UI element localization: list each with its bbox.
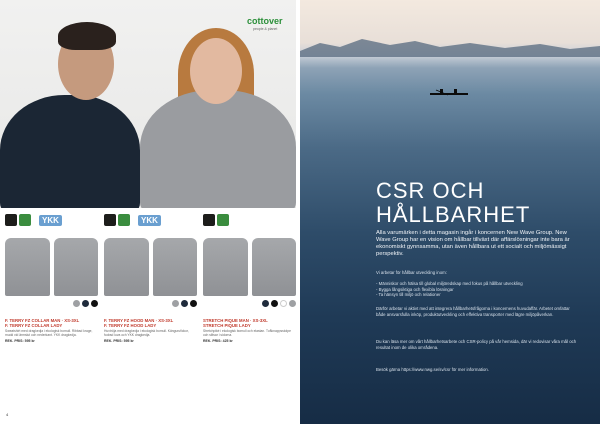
fairtrade-icon (5, 214, 17, 226)
organic-icon (118, 214, 130, 226)
color-swatch (280, 300, 287, 307)
bullet-item: - Bygga långsiktiga och flexibla lösningar (376, 286, 454, 292)
page-number: 4 (6, 412, 9, 417)
color-swatch (289, 300, 296, 307)
ykk-badge: YKK (39, 215, 62, 226)
product-description: Stretchpiké i ekologisk bomull och elastan. Tvåknappsstolpe och slitsar i sidorna. (203, 329, 291, 338)
color-swatches (203, 300, 296, 308)
fairtrade-icon (104, 214, 116, 226)
garment-image (5, 238, 50, 296)
intro-paragraph: Alla varumärken i detta magasin ingår i koncernen New Wave Group. New Wave Group har en vision om hållbar tillväxt där affärslösningar inte bara är ekonomiskt gynnsamma, utan även hållbara ut ett socialt och miljömässigt perspektiv. (376, 230, 570, 258)
color-swatch (91, 300, 98, 307)
color-swatch (181, 300, 188, 307)
color-swatch (271, 300, 278, 307)
bullet-list (376, 281, 580, 298)
garment-images (203, 238, 296, 296)
product-title: STRETCH PIQUE MAN · XS-3XL STRETCH PIQUE LADY (203, 318, 268, 328)
garment-image (104, 238, 149, 296)
product-price: REK. PRIS: 595 kr (5, 339, 35, 344)
garment-images (5, 238, 98, 296)
product-column (104, 212, 197, 407)
mountains-silhouette (300, 35, 600, 57)
product-title: F. TERRY FZ COLLAR MAN · XS-3XL F. TERRY FZ COLLAR LADY (5, 318, 80, 328)
garment-image (203, 238, 248, 296)
body-paragraph: Du kan läsa mer om vårt hållbarhetsarbete och CSR-policy på vår hemsida, där vi redovisar våra mål och resultat inom de olika områdena. (376, 339, 577, 350)
right-page (300, 0, 600, 424)
page-title: CSR OCH HÅLLBARHET (376, 178, 531, 227)
cert-row (203, 212, 296, 228)
kayak-icon (428, 88, 470, 96)
color-swatch (172, 300, 179, 307)
model-woman-face (190, 38, 242, 104)
model-man-hair (58, 22, 116, 50)
model-woman (140, 90, 296, 208)
brand-tagline: people & planet (253, 27, 278, 31)
bullet-item: - Ta hänsyn till miljö och relationer (376, 292, 441, 297)
organic-icon (19, 214, 31, 226)
ykk-badge: YKK (138, 215, 161, 226)
product-column (5, 212, 98, 407)
color-swatches (104, 300, 197, 308)
product-price: REK. PRIS: 595 kr (104, 339, 134, 344)
product-description: Sweatshirt med dragkedja i ekologisk bomull. Ribbad krage, mudd vid ärmslut och nederkant. YKK dragkedja. (5, 329, 93, 338)
model-man (0, 95, 140, 208)
cert-row (104, 212, 197, 228)
garment-image (54, 238, 99, 296)
brand-logo: cottover (247, 16, 283, 26)
models-photo (0, 0, 296, 208)
color-swatch (82, 300, 89, 307)
body-paragraph: Vi arbetar för hållbar utveckling inom: (376, 270, 447, 275)
color-swatch (73, 300, 80, 307)
color-swatches (5, 300, 98, 308)
cert-row (5, 212, 98, 228)
link-text[interactable]: Besök gärna https://www.nwg.se/sv/csr för mer information. (376, 367, 489, 372)
garment-images (104, 238, 197, 296)
garment-image (153, 238, 198, 296)
product-title: F. TERRY FZ HOOD MAN · XS-3XL F. TERRY FZ HOOD LADY (104, 318, 174, 328)
bullet-item: - Människor och hälsa till global miljöredskap med fokus på hållbar utveckling (376, 281, 523, 286)
product-description: Huvtröja med dragkedja i ekologisk bomull. Kängurufickor, fodrad luva och YKK dragkedja. (104, 329, 189, 338)
body-paragraph: Därför arbetar vi aktivt med att integrera hållbarhetsfrågorna i koncernens huvudaffär. Arbetet omfattar både ansvarsfulla inköp, produktutveckling och effektiva transporter med lägre miljöpåverkan. (376, 306, 570, 317)
fairtrade-icon (203, 214, 215, 226)
product-price: REK. PRIS: 425 kr (203, 339, 233, 344)
garment-image (252, 238, 297, 296)
color-swatch (262, 300, 269, 307)
color-swatch (190, 300, 197, 307)
organic-icon (217, 214, 229, 226)
product-column (203, 212, 296, 407)
